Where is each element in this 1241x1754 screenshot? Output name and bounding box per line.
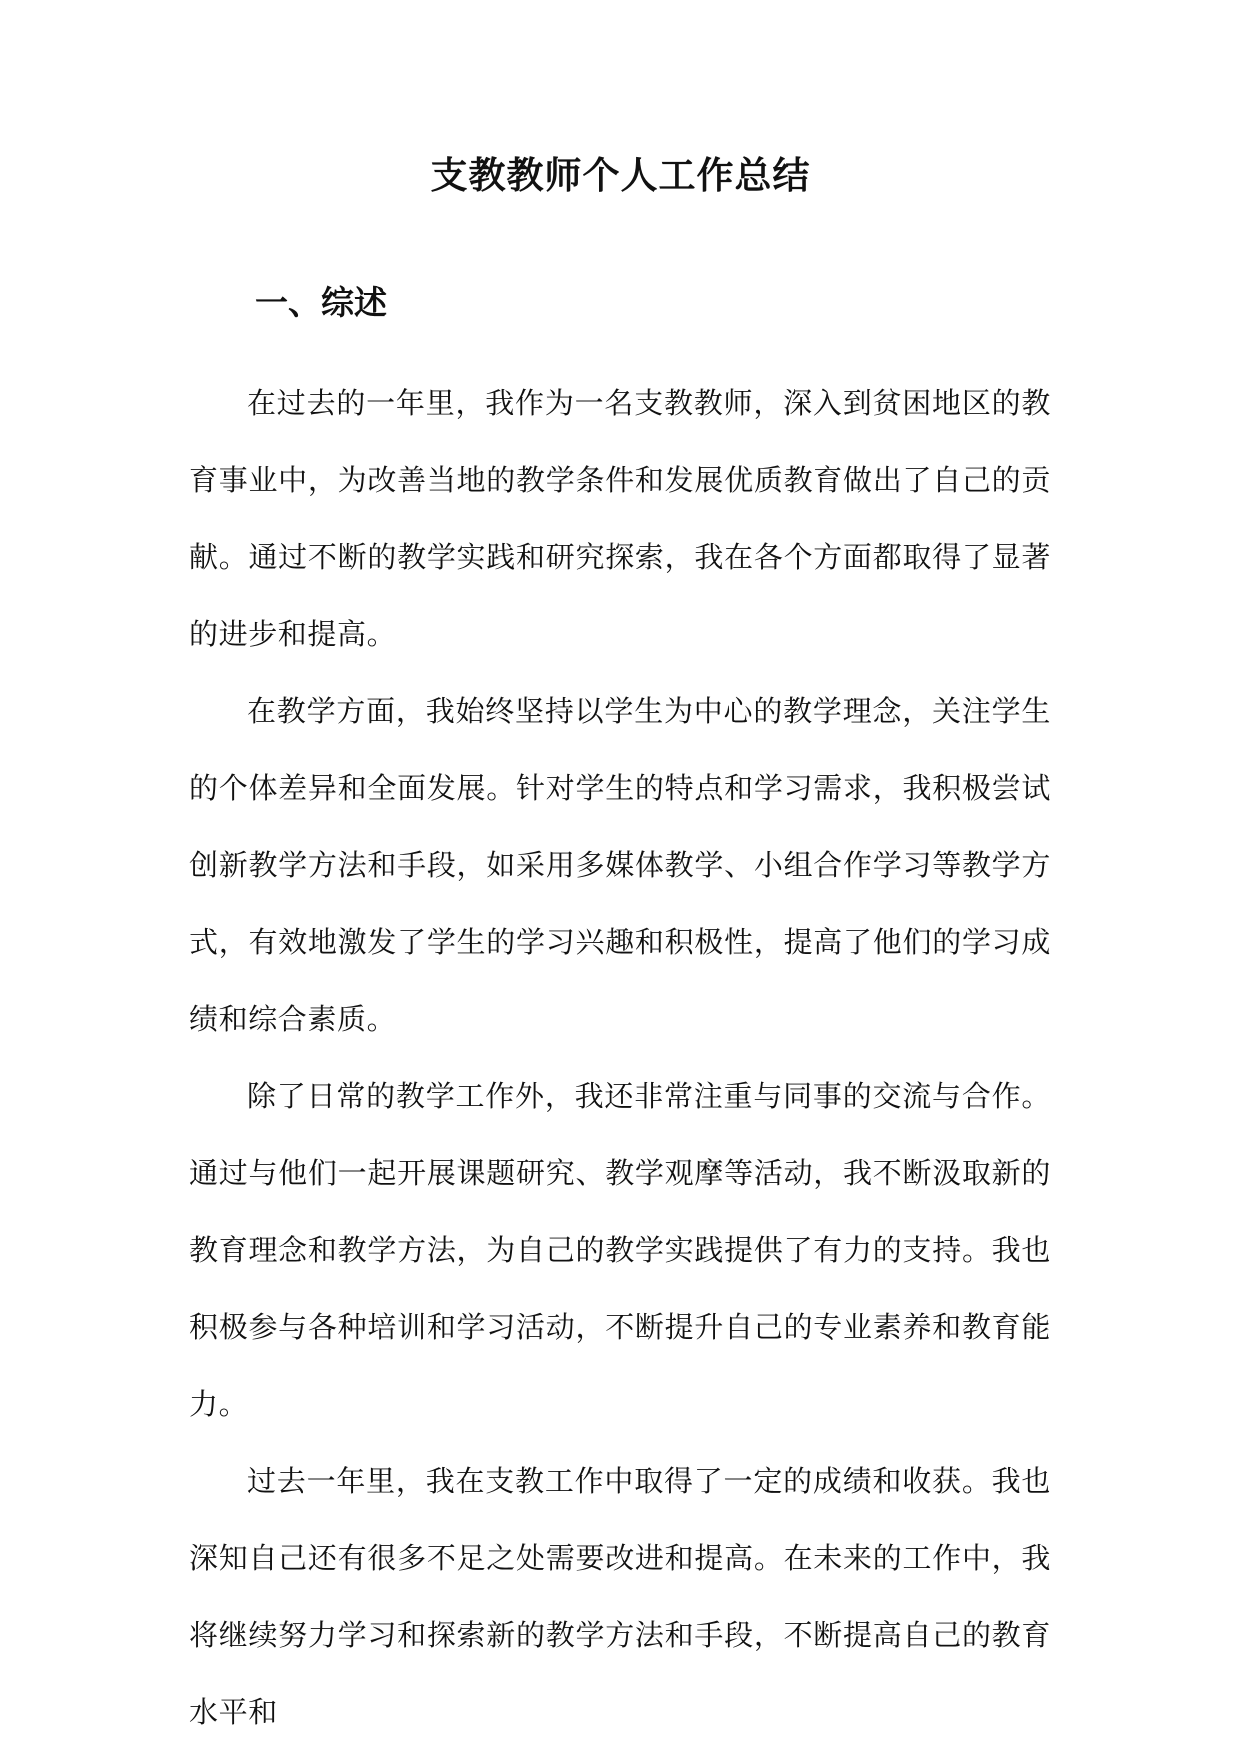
- paragraph-outlook: 过去一年里，我在支教工作中取得了一定的成绩和收获。我也深知自己还有很多不足之处需要改进和提高。在未来的工作中，我将继续努力学习和探索新的教学方法和手段，不断提高自己的教育水平和: [189, 1464, 1051, 1729]
- document-title: 支教教师个人工作总结: [430, 153, 811, 197]
- paragraph-overview: 在过去的一年里，我作为一名支教教师，深入到贫困地区的教育事业中，为改善当地的教学条件和发展优质教育做出了自己的贡献。通过不断的教学实践和研究探索，我在各个方面都取得了显著的进步和提高。: [189, 386, 1051, 651]
- document-body: [189, 365, 1051, 1751]
- paragraph-collaboration: 除了日常的教学工作外，我还非常注重与同事的交流与合作。通过与他们一起开展课题研究、教学观摩等活动，我不断汲取新的教育理念和教学方法，为自己的教学实践提供了有力的支持。我也积极参与各种培训和学习活动，不断提升自己的专业素养和教育能力。: [189, 1079, 1051, 1421]
- paragraph-teaching: 在教学方面，我始终坚持以学生为中心的教学理念，关注学生的个体差异和全面发展。针对学生的特点和学习需求，我积极尝试创新教学方法和手段，如采用多媒体教学、小组合作学习等教学方式，有效地激发了学生的学习兴趣和积极性，提高了他们的学习成绩和综合素质。: [189, 694, 1051, 1036]
- section-heading: 一、综述: [255, 283, 387, 322]
